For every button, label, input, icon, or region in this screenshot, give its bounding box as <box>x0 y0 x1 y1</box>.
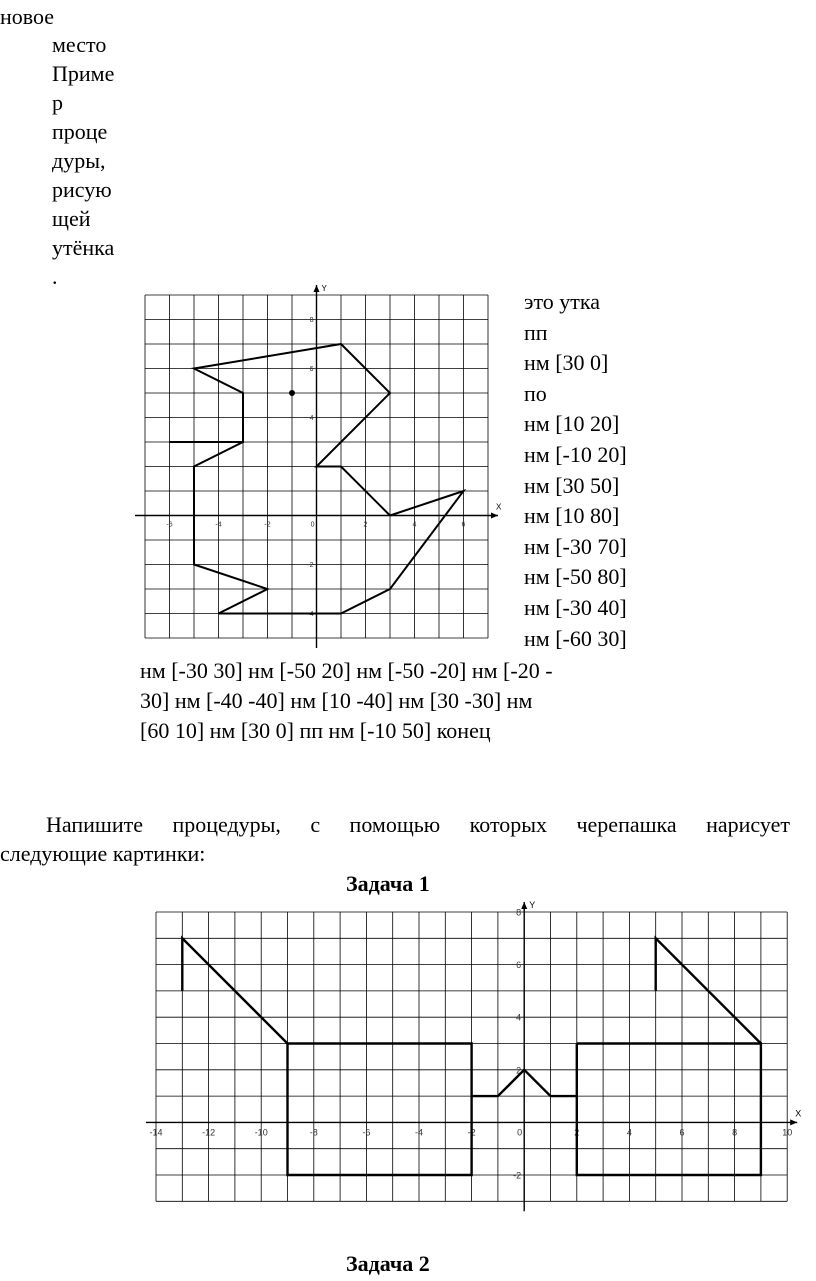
y-tick-label: 2 <box>516 1065 522 1076</box>
task-word: процедуры, <box>172 812 281 837</box>
figure-line <box>577 1044 761 1176</box>
program-line: нм [-30 40] <box>524 594 627 620</box>
header-line: новое <box>0 4 55 29</box>
task2-heading: Задача 2 <box>346 1251 430 1276</box>
y-tick-label: -4 <box>307 611 314 618</box>
x-tick-label: -4 <box>215 521 222 529</box>
program-line: по <box>524 380 547 406</box>
program-continuation-line: нм [-30 30] нм [-50 20] нм [-50 -20] нм [-20 - <box>140 658 553 683</box>
y-tick-label: -2 <box>513 1170 522 1181</box>
task-instructions-line-2: следующие картинки: <box>0 841 206 866</box>
y-tick-label: 6 <box>516 960 522 971</box>
task-word: нарисует <box>706 812 790 837</box>
header-column-line: Приме <box>52 61 115 86</box>
x-tick-label: -10 <box>254 1127 268 1138</box>
program-continuation-line: [60 10] нм [30 0] пп нм [-10 50] конец <box>140 718 491 743</box>
x-axis-arrow <box>790 1119 797 1125</box>
program-line: нм [-50 80] <box>524 564 627 590</box>
header-column <box>52 30 152 291</box>
header-column-line: щей <box>52 206 91 231</box>
header-column-line: р <box>52 90 63 115</box>
program-line: нм [10 80] <box>524 503 620 529</box>
header-column-line: . <box>52 264 58 289</box>
y-axis-arrow <box>314 285 320 292</box>
x-tick-label: -8 <box>309 1127 318 1138</box>
task-word: помощью <box>349 812 441 837</box>
duck-program-continuation <box>140 656 640 746</box>
x-tick-label: 10 <box>782 1127 793 1138</box>
x-axis-arrow <box>491 513 498 519</box>
figure-line <box>288 1044 472 1176</box>
y-tick-label: 4 <box>309 415 314 422</box>
x-tick-label: 4 <box>626 1127 632 1138</box>
x-tick-label: -6 <box>166 521 173 529</box>
header-column-line: рисую <box>52 177 112 202</box>
program-line: нм [-30 70] <box>524 533 627 559</box>
duck-y-axis-label: Y <box>321 284 327 293</box>
x-tick-label: -2 <box>467 1127 476 1138</box>
task-word: которых <box>469 812 548 837</box>
y-tick-label: 6 <box>309 366 314 373</box>
duck-chart <box>130 280 500 652</box>
x-tick-label: 8 <box>732 1127 738 1138</box>
program-line: нм [-60 30] <box>524 625 627 651</box>
x-tick-label: 6 <box>461 521 466 529</box>
task-instructions <box>0 810 790 868</box>
y-tick-label: -2 <box>307 562 314 569</box>
x-tick-label: -14 <box>149 1127 163 1138</box>
task1-x-axis-label: X <box>795 1108 802 1119</box>
program-continuation-line: 30] нм [-40 -40] нм [10 -40] нм [30 -30] нм <box>140 688 533 713</box>
program-line: нм [-10 20] <box>524 441 627 467</box>
y-tick-label: 8 <box>516 907 522 918</box>
header-column-line: место <box>52 32 107 57</box>
x-tick-label: 2 <box>574 1127 580 1138</box>
program-line: пп <box>524 319 548 345</box>
task1-chart <box>140 888 816 1218</box>
x-tick-label: 0 <box>310 521 315 529</box>
x-tick-label: -4 <box>414 1127 424 1138</box>
x-tick-label: -2 <box>264 521 271 529</box>
duck-program-list <box>524 287 627 654</box>
task-instructions-line-1 <box>0 810 790 839</box>
task1-y-axis-label: Y <box>529 900 536 910</box>
program-line: это утка <box>524 289 601 314</box>
duck-x-axis-label: X <box>496 502 502 512</box>
x-tick-label: 4 <box>412 521 417 529</box>
x-tick-label: 6 <box>679 1127 685 1138</box>
program-line: нм [10 20] <box>524 411 620 437</box>
x-tick-label: 0 <box>517 1127 523 1138</box>
program-line: нм [30 50] <box>524 472 620 498</box>
y-tick-label: 4 <box>516 1012 522 1023</box>
task-word: черепашка <box>576 812 677 837</box>
header-column-line: проце <box>52 119 108 144</box>
x-tick-label: 2 <box>363 521 368 529</box>
x-tick-label: -6 <box>362 1127 371 1138</box>
y-axis-arrow <box>521 902 527 909</box>
program-line: нм [30 0] <box>524 350 609 376</box>
task1-heading: Задача 1 <box>346 871 430 896</box>
task-word: Напишите <box>46 812 144 837</box>
x-tick-label: -12 <box>202 1127 216 1138</box>
task-word: с <box>310 812 321 837</box>
header-column-line: дуры, <box>52 148 106 173</box>
y-tick-label: 8 <box>309 317 314 324</box>
figure-dot <box>289 390 295 396</box>
header-column-line: утёнка <box>52 235 115 260</box>
